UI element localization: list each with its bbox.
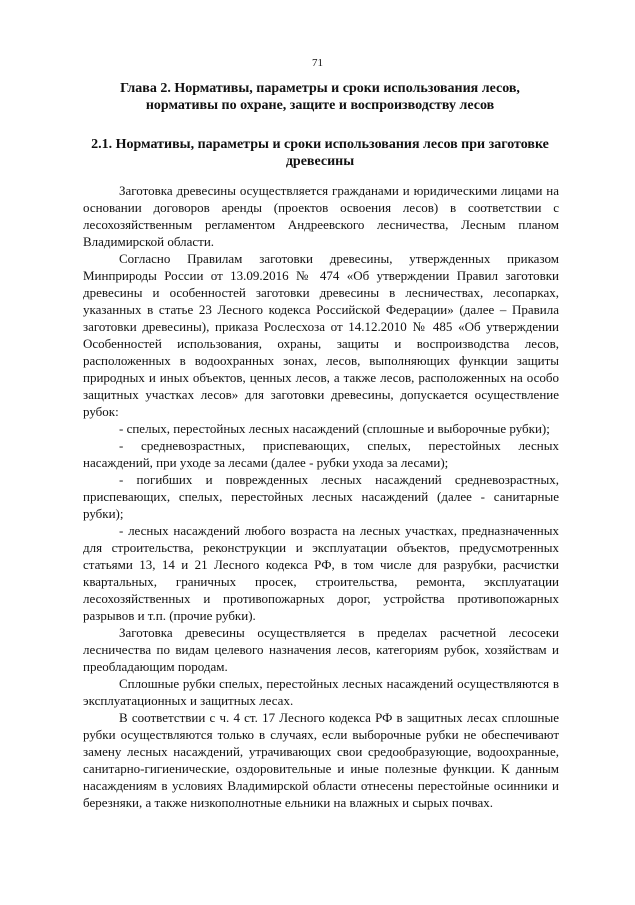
list-item: - лесных насаждений любого возраста на лесных участках, предназначенных для строительства, реконструкции и эксплуатации объектов, предусмотренных статьями 13, 14 и 21 Лесного кодекса РФ, в том числе для разрубки, расчистки квартальных, граничных просек, строительства, ремонта, эксплуатации лесохозяйственных и противопожарных дорог, устройства противопожарных разрывов и т.п. (прочие рубки). [83,523,559,623]
paragraph: Заготовка древесины осуществляется в пределах расчетной лесосеки лесничества по видам целевого назначения лесов, категориям рубок, хозяйствам и преобладающим породам. [83,625,559,674]
paragraph: Сплошные рубки спелых, перестойных лесных насаждений осуществляются в эксплуатационных и защитных лесах. [83,676,559,708]
chapter-title [70,80,570,114]
section-title-line: древесины [285,154,355,169]
list-item: - спелых, перестойных лесных насаждений (сплошные и выборочные рубки); [119,421,550,436]
body-text [83,182,559,811]
page-number: 71 [312,57,323,69]
paragraph: Согласно Правилам заготовки древесины, утвержденных приказом Минприроды России от 13.09.2016 № 474 «Об утверждении Правил заготовки древесины и особенностей заготовки древесины в лесничествах, лесопарках, указанных в статье 23 Лесного кодекса Российской Федерации» (далее – Правила заготовки древесины), приказа Рослесхоза от 14.12.2010 № 485 «Об утверждении Особенностей использования, охраны, защиты и воспроизводства лесов, расположенных в водоохранных зонах, лесов, выполняющих функции защиты природных и иных объектов, ценных лесов, а также лесов, расположенных на особо защитных участках лесов» для заготовки древесины, допускается осуществление рубок: [83,251,559,419]
chapter-title-line: Глава 2. Нормативы, параметры и сроки использования лесов, [120,81,520,96]
chapter-title-line: нормативы по охране, защите и воспроизводству лесов [145,98,495,113]
paragraph: В соответствии с ч. 4 ст. 17 Лесного кодекса РФ в защитных лесах сплошные рубки осуществляются только в случаях, если выборочные рубки не обеспечивают замену лесных насаждений, утрачивающих свои средообразующие, водоохранные, санитарно-гигиенические, оздоровительные и иные полезные функции. К данным насаждениям в условиях Владимирской области отнесены перестойные осинники и березняки, а также низкополнотные ельники на влажных и сырых почвах. [83,710,559,810]
paragraph: Заготовка древесины осуществляется гражданами и юридическими лицами на основании договоров аренды (проектов освоения лесов) в соответствии с лесохозяйственным регламентом Андреевского лесничества, Лесным планом Владимирской области. [83,183,559,249]
list-item: - погибших и поврежденных лесных насаждений средневозрастных, приспевающих, спелых, перестойных лесных насаждений (далее - санитарные рубки); [83,472,559,521]
list-item: - средневозрастных, приспевающих, спелых, перестойных лесных насаждений, при уходе за лесами (далее - рубки ухода за лесами); [83,438,559,470]
section-title-line: 2.1. Нормативы, параметры и сроки использования лесов при заготовке [91,137,549,152]
section-title [70,136,570,170]
